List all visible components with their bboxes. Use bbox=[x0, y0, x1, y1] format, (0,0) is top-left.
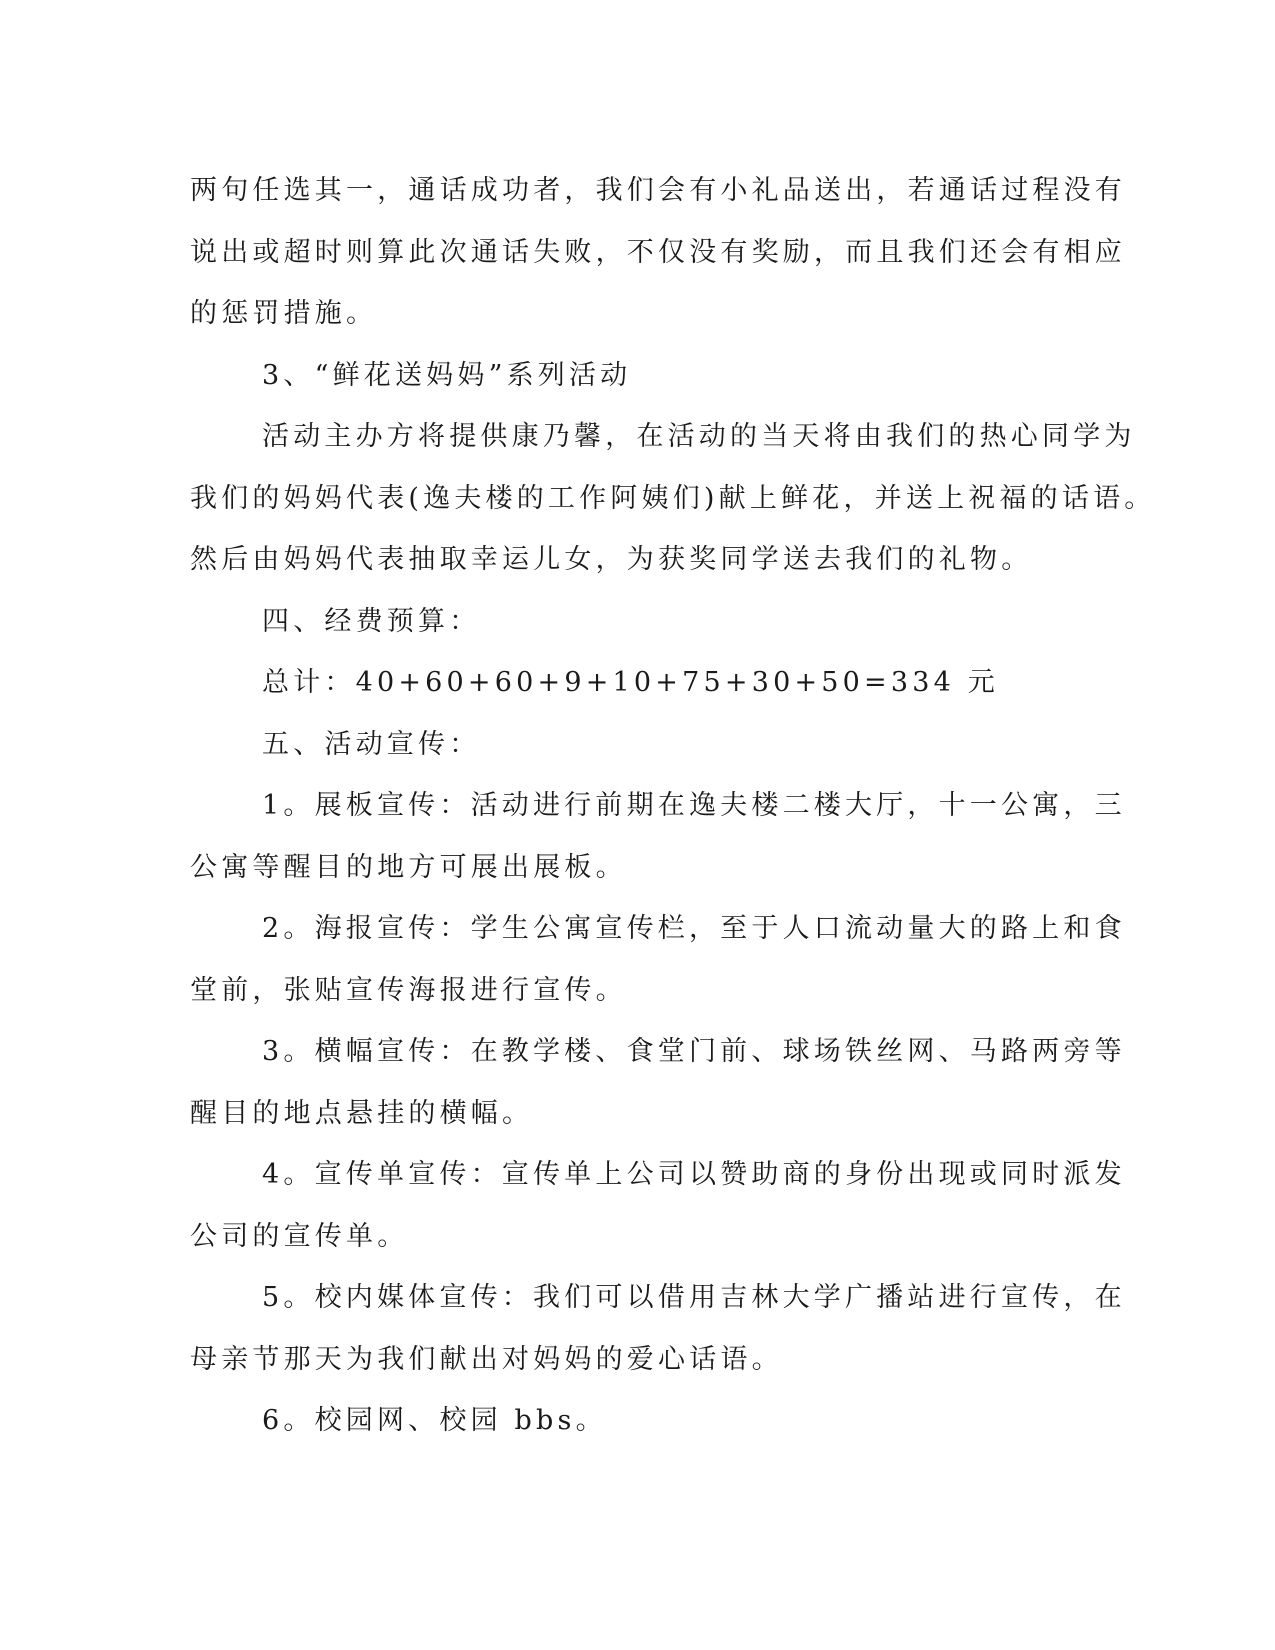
text-line: 然后由妈妈代表抽取幸运儿女，为获奖同学送去我们的礼物。 bbox=[190, 544, 1033, 575]
list-item-banner: 3。横幅宣传：在教学楼、食堂门前、球场铁丝网、马路两旁等 bbox=[262, 1036, 1126, 1067]
text-line: 公司的宣传单。 bbox=[190, 1220, 409, 1252]
text-line: 公寓等醒目的地方可展出展板。 bbox=[190, 851, 627, 883]
section-heading-budget: 四、经费预算： bbox=[262, 605, 481, 637]
text-line: 醒目的地点悬挂的横幅。 bbox=[190, 1097, 534, 1129]
list-item-flyer: 4。宣传单宣传：宣传单上公司以赞助商的身份出现或同时派发 bbox=[262, 1159, 1126, 1190]
text-line: 我们的妈妈代表(逸夫楼的工作阿姨们)献上鲜花，并送上祝福的话语。 bbox=[190, 482, 1156, 514]
section-heading-publicity: 五、活动宣传： bbox=[262, 728, 481, 760]
list-item-poster: 2。海报宣传：学生公寓宣传栏，至于人口流动量大的路上和食 bbox=[262, 913, 1126, 944]
list-item-campus-web: 6。校园网、校园 bbs。 bbox=[262, 1405, 607, 1436]
document-body bbox=[190, 160, 1156, 1452]
text-line: 说出或超时则算此次通话失败，不仅没有奖励，而且我们还会有相应 bbox=[190, 236, 1126, 268]
text-line: 堂前，张贴宣传海报进行宣传。 bbox=[190, 974, 627, 1006]
budget-total: 总计：40+60+60+9+10+75+30+50=334 元 bbox=[262, 667, 999, 698]
text-line: 母亲节那天为我们献出对妈妈的爱心话语。 bbox=[190, 1343, 783, 1375]
text-line: 两句任选其一，通话成功者，我们会有小礼品送出，若通话过程没有 bbox=[190, 175, 1126, 206]
list-item-campus-media: 5。校内媒体宣传：我们可以借用吉林大学广播站进行宣传，在 bbox=[262, 1282, 1126, 1313]
text-line: 活动主办方将提供康乃馨，在活动的当天将由我们的热心同学为 bbox=[262, 421, 1136, 452]
text-line: 的惩罚措施。 bbox=[190, 298, 378, 329]
list-item-display-board: 1。展板宣传：活动进行前期在逸夫楼二楼大厅，十一公寓，三 bbox=[262, 790, 1126, 821]
section-heading-flowers: 3、“鲜花送妈妈”系列活动 bbox=[262, 359, 632, 391]
